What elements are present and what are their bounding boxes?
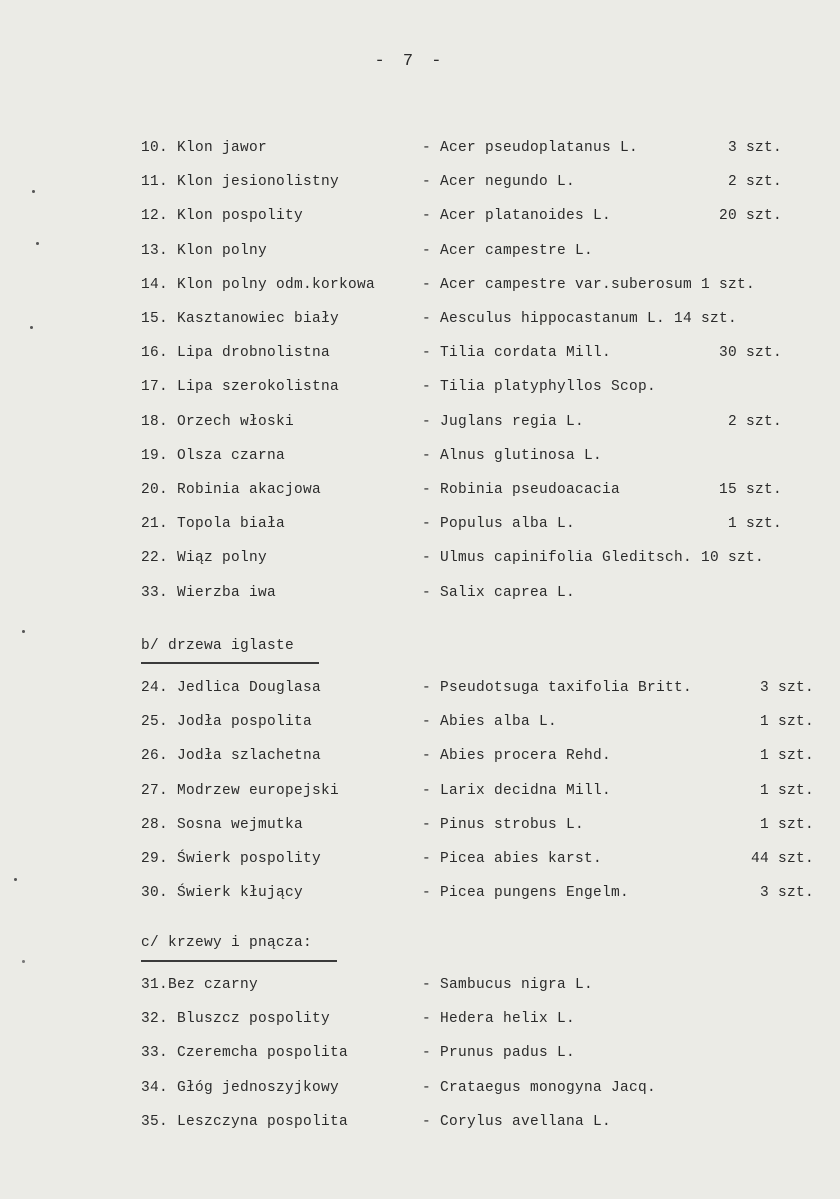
list-row bbox=[0, 1045, 840, 1069]
quantity: 1 szt. bbox=[759, 714, 814, 731]
list-row bbox=[0, 379, 840, 403]
latin-name: - Tilia platyphyllos Scop. bbox=[422, 379, 657, 396]
list-row bbox=[0, 1114, 840, 1138]
latin-name: - Larix decidna Mill. bbox=[422, 782, 612, 799]
polish-name: 18. Orzech włoski bbox=[141, 413, 295, 430]
list-row bbox=[0, 140, 840, 164]
polish-name: 15. Kasztanowiec biały bbox=[141, 311, 340, 327]
latin-name: - Salix caprea L. bbox=[422, 584, 576, 601]
latin-name: - Robinia pseudoacacia bbox=[422, 482, 621, 498]
latin-name: - Acer campestre var.suberosum 1 szt. bbox=[422, 276, 756, 293]
list-row bbox=[0, 482, 840, 506]
section-underline-shrubs bbox=[141, 960, 337, 962]
margin-speck bbox=[14, 878, 17, 881]
margin-speck bbox=[32, 190, 35, 193]
list-row bbox=[0, 714, 840, 738]
polish-name: 22. Wiąz polny bbox=[141, 550, 268, 567]
list-row bbox=[0, 680, 840, 704]
polish-name: 27. Modrzew europejski bbox=[141, 782, 340, 799]
latin-name: - Crataegus monogyna Jacq. bbox=[422, 1079, 657, 1096]
list-row bbox=[0, 208, 840, 232]
list-row bbox=[0, 550, 840, 574]
margin-speck bbox=[36, 242, 39, 245]
polish-name: 25. Jodła pospolita bbox=[141, 714, 313, 731]
polish-name: 32. Bluszcz pospolity bbox=[141, 1011, 331, 1028]
latin-name: - Populus alba L. bbox=[422, 516, 576, 533]
latin-name: - Juglans regia L. bbox=[422, 413, 585, 430]
polish-name: 16. Lipa drobnolistna bbox=[141, 345, 331, 362]
polish-name: 33. Czeremcha pospolita bbox=[141, 1045, 349, 1062]
list-row bbox=[0, 516, 840, 540]
list-row bbox=[0, 174, 840, 198]
latin-name: - Abies alba L. bbox=[422, 714, 558, 731]
latin-name: - Acer negundo L. bbox=[422, 174, 576, 191]
latin-name: - Hedera helix L. bbox=[422, 1011, 576, 1028]
quantity: 1 szt. bbox=[759, 782, 814, 799]
latin-name: - Abies procera Rehd. bbox=[422, 748, 612, 765]
section-underline-conifers bbox=[141, 662, 319, 664]
latin-name: - Picea abies karst. bbox=[422, 851, 603, 867]
list-row bbox=[0, 448, 840, 472]
section-heading-shrubs: c/ krzewy i pnącza: bbox=[141, 935, 313, 951]
quantity: 3 szt. bbox=[727, 140, 782, 156]
list-row bbox=[0, 414, 840, 438]
margin-speck bbox=[30, 326, 33, 329]
quantity: 15 szt. bbox=[718, 482, 782, 498]
quantity: 1 szt. bbox=[759, 816, 814, 833]
list-row bbox=[0, 1011, 840, 1035]
quantity: 3 szt. bbox=[759, 885, 814, 902]
list-row bbox=[0, 748, 840, 772]
latin-name: - Tilia cordata Mill. bbox=[422, 345, 612, 362]
list-row bbox=[0, 311, 840, 335]
polish-name: 12. Klon pospolity bbox=[141, 208, 304, 225]
polish-name: 24. Jedlica Douglasa bbox=[141, 680, 322, 696]
polish-name: 31.Bez czarny bbox=[141, 977, 259, 993]
quantity: 20 szt. bbox=[718, 208, 782, 225]
quantity: 3 szt. bbox=[759, 680, 814, 696]
latin-name: - Picea pungens Engelm. bbox=[422, 885, 630, 902]
list-row bbox=[0, 783, 840, 807]
polish-name: 10. Klon jawor bbox=[141, 140, 268, 156]
latin-name: - Sambucus nigra L. bbox=[422, 977, 594, 993]
latin-name: - Alnus glutinosa L. bbox=[422, 447, 603, 464]
list-row bbox=[0, 977, 840, 1001]
quantity: 2 szt. bbox=[727, 413, 782, 430]
latin-name: - Aesculus hippocastanum L. 14 szt. bbox=[422, 311, 738, 327]
quantity: 44 szt. bbox=[750, 851, 814, 867]
polish-name: 19. Olsza czarna bbox=[141, 447, 286, 464]
polish-name: 21. Topola biała bbox=[141, 516, 286, 533]
latin-name: - Acer platanoides L. bbox=[422, 208, 612, 225]
polish-name: 20. Robinia akacjowa bbox=[141, 482, 322, 498]
latin-name: - Ulmus capinifolia Gleditsch. 10 szt. bbox=[422, 550, 765, 567]
quantity: 30 szt. bbox=[718, 345, 782, 362]
list-row bbox=[0, 277, 840, 301]
latin-name: - Acer pseudoplatanus L. bbox=[422, 140, 639, 156]
list-row bbox=[0, 1080, 840, 1104]
latin-name: - Prunus padus L. bbox=[422, 1045, 576, 1062]
section-heading-conifers: b/ drzewa iglaste bbox=[141, 638, 295, 654]
list-row bbox=[0, 851, 840, 875]
polish-name: 26. Jodła szlachetna bbox=[141, 748, 322, 765]
list-row bbox=[0, 585, 840, 609]
polish-name: 28. Sosna wejmutka bbox=[141, 816, 304, 833]
margin-speck bbox=[22, 960, 25, 963]
polish-name: 33. Wierzba iwa bbox=[141, 584, 277, 601]
list-row bbox=[0, 885, 840, 909]
polish-name: 29. Świerk pospolity bbox=[141, 851, 322, 867]
polish-name: 11. Klon jesionolistny bbox=[141, 174, 340, 191]
polish-name: 35. Leszczyna pospolita bbox=[141, 1113, 349, 1130]
polish-name: 13. Klon polny bbox=[141, 242, 268, 259]
quantity: 1 szt. bbox=[759, 748, 814, 765]
latin-name: - Pseudotsuga taxifolia Britt. bbox=[422, 680, 693, 696]
polish-name: 14. Klon polny odm.korkowa bbox=[141, 276, 376, 293]
polish-name: 17. Lipa szerokolistna bbox=[141, 379, 340, 396]
quantity: 1 szt. bbox=[727, 516, 782, 533]
polish-name: 34. Głóg jednoszyjkowy bbox=[141, 1079, 340, 1096]
list-row bbox=[0, 817, 840, 841]
latin-name: - Corylus avellana L. bbox=[422, 1113, 612, 1130]
latin-name: - Acer campestre L. bbox=[422, 242, 594, 259]
list-row bbox=[0, 243, 840, 267]
list-row bbox=[0, 345, 840, 369]
polish-name: 30. Świerk kłujący bbox=[141, 885, 304, 902]
page-number: - 7 - bbox=[374, 52, 446, 71]
margin-speck bbox=[22, 630, 25, 633]
quantity: 2 szt. bbox=[727, 174, 782, 191]
latin-name: - Pinus strobus L. bbox=[422, 816, 585, 833]
